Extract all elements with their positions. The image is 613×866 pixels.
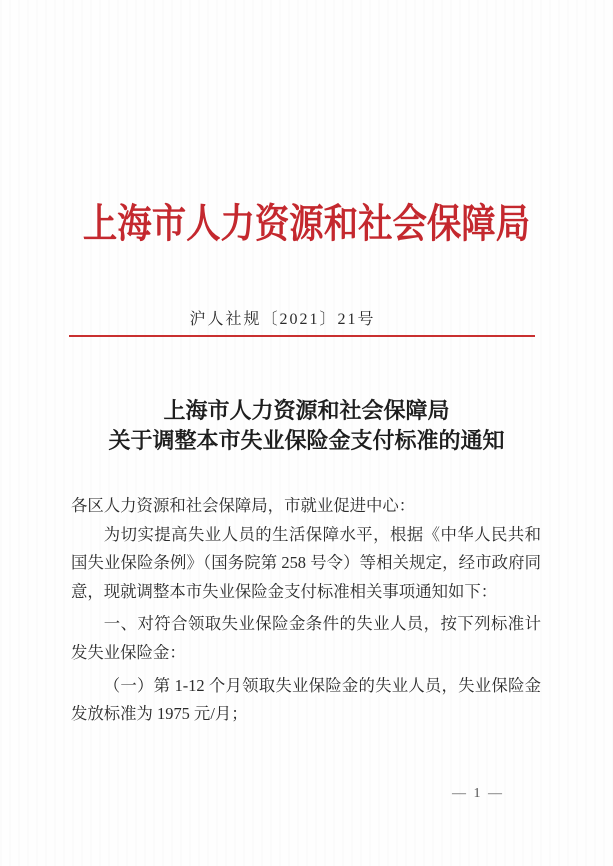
body-paragraph: 为切实提高失业人员的生活保障水平，根据《中华人民共和国失业保险条例》（国务院第 258 号令）等相关规定，经市政府同意，现就调整本市失业保险金支付标准相关事项通知如下： [71, 524, 541, 601]
letterhead-org-name: 上海市人力资源和社会保障局 [82, 201, 531, 246]
salutation-line: 各区人力资源和社会保障局，市就业促进中心： [71, 496, 416, 515]
doc-title [0, 396, 613, 456]
document-body [71, 492, 541, 729]
page-number: — 1 — [452, 786, 504, 801]
doc-reference-number: 沪人社规〔2021〕21号 [189, 311, 376, 328]
body-paragraph: （一）第 1-12 个月领取失业保险金的失业人员，失业保险金发放标准为 1975 元/月； [71, 675, 541, 724]
doc-title-line2: 关于调整本市失业保险金支付标准的通知 [108, 428, 505, 453]
doc-title-line1: 上海市人力资源和社会保障局 [163, 398, 450, 423]
body-paragraph: 一、对符合领取失业保险金条件的失业人员，按下列标准计发失业保险金： [71, 614, 541, 662]
red-divider-line [69, 335, 535, 337]
